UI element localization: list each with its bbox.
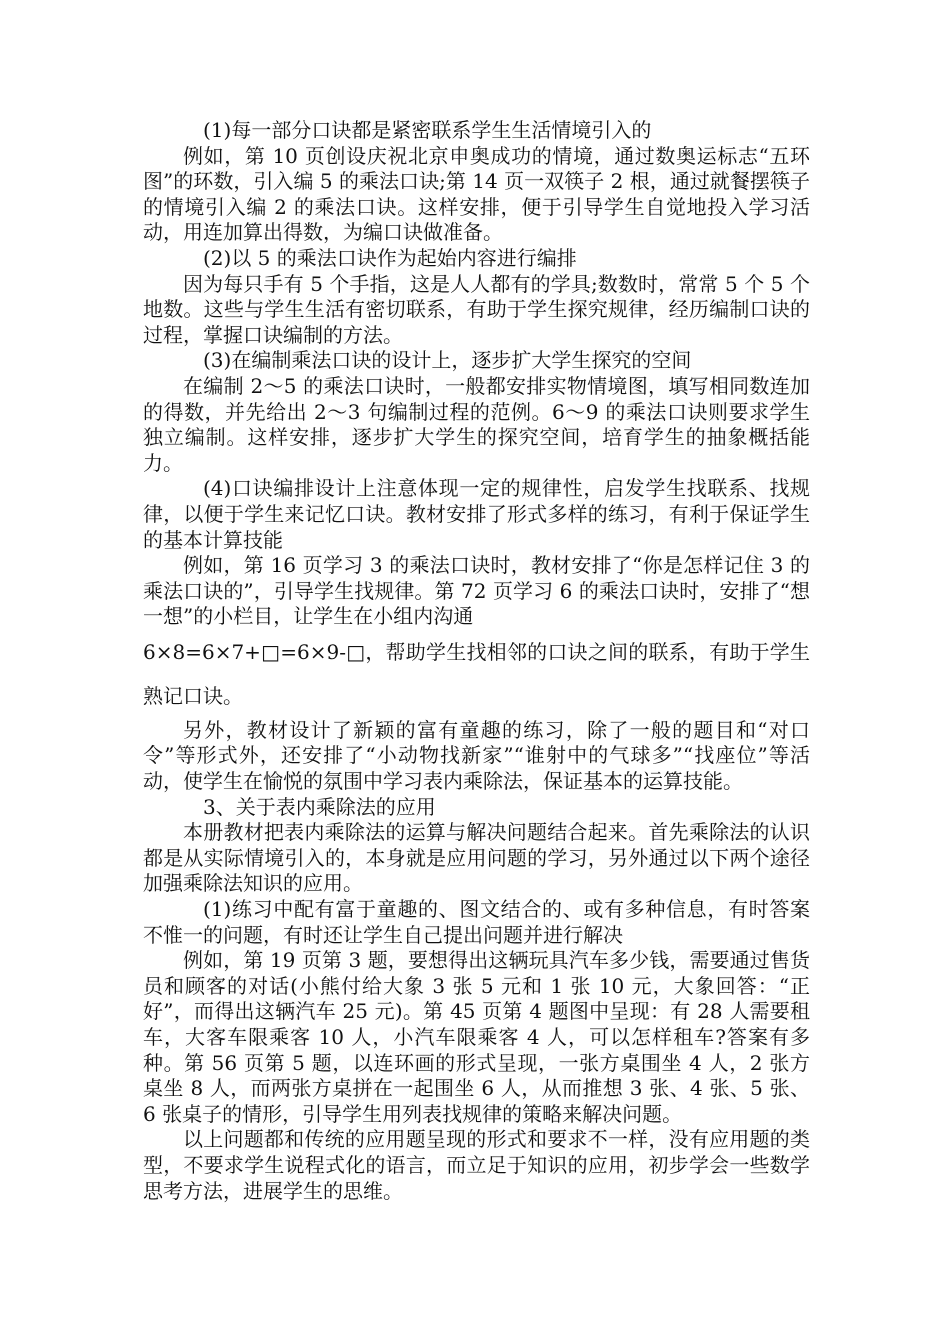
paragraph: 因为每只手有 5 个手指，这是人人都有的学具;数数时，常常 5 个 5 个地数。这些与学生生活有密切联系，有助于学生探究规律，经历编制口诀的过程，掌握口诀编制的方法。 bbox=[143, 271, 810, 347]
paragraph: 例如，第 19 页第 3 题，要想得出这辆玩具汽车多少钱，需要通过售货员和顾客的对话(小熊付给大象 3 张 5 元和 1 张 10 元，大象回答：“正好”，而得出这辆汽车 25 元)。第 45 页第 4 题图中呈现：有 28 人需要租车，大客车限乘客 10 人，小汽车限乘客 4 人，可以怎样租车?答案有多种。第 56 页第 5 题，以连环画的形式呈现，一张方桌围坐 4 人，2 张方桌坐 8 人，而两张方桌拼在一起围坐 6 人，从而推想 3 张、4 张、5 张、6 张桌子的情形，引导学生用列表找规律的策略来解决问题。 bbox=[143, 948, 810, 1126]
paragraph-formula: 6×8=6×7+□=6×9-□，帮助学生找相邻的口诀之间的联系，有助于学生熟记口诀。 bbox=[143, 639, 810, 708]
paragraph: 以上问题都和传统的应用题呈现的形式和要求不一样，没有应用题的类型，不要求学生说程式化的语言，而立足于知识的应用，初步学会一些数学思考方法，进展学生的思维。 bbox=[143, 1127, 810, 1203]
paragraph-heading: (3)在编制乘法口诀的设计上，逐步扩大学生探究的空间 bbox=[203, 348, 692, 373]
paragraph: 在编制 2～5 的乘法口诀时，一般都安排实物情境图，填写相同数连加的得数，并先给出 2～3 句编制过程的范例。6～9 的乘法口诀则要求学生独立编制。这样安排，逐步扩大学生的探究空间，培育学生的抽象概括能力。 bbox=[143, 373, 810, 475]
paragraph-heading: (1)每一部分口诀都是紧密联系学生生活情境引入的 bbox=[203, 118, 652, 142]
section-heading: 3、关于表内乘除法的应用 bbox=[203, 794, 436, 819]
paragraph-heading: (2)以 5 的乘法口诀作为起始内容进行编排 bbox=[203, 245, 577, 270]
paragraph: 例如，第 16 页学习 3 的乘法口诀时，教材安排了“你是怎样记住 3 的乘法口诀的”，引导学生找规律。第 72 页学习 6 的乘法口诀时，安排了“想一想”的小栏目，让学生在小组内沟通 bbox=[143, 553, 810, 629]
document-body bbox=[143, 118, 810, 1204]
paragraph: 另外，教材设计了新颖的富有童趣的练习，除了一般的题目和“对口令”等形式外，还安排了“小动物找新家”“谁射中的气球多”“找座位”等活动，使学生在愉悦的氛围中学习表内乘除法，保证基本的运算技能。 bbox=[143, 717, 810, 794]
paragraph-heading: (4)口诀编排设计上注意体现一定的规律性，启发学生找联系、找规律，以便于学生来记忆口诀。教材安排了形式多样的练习，有利于保证学生的基本计算技能 bbox=[143, 476, 810, 552]
paragraph: 本册教材把表内乘除法的运算与解决问题结合起来。首先乘除法的认识都是从实际情境引入的，本身就是应用问题的学习，另外通过以下两个途径加强乘除法知识的应用。 bbox=[143, 820, 810, 896]
paragraph-heading: (1)练习中配有富于童趣的、图文结合的、或有多种信息，有时答案不惟一的问题，有时还让学生自己提出问题并进行解决 bbox=[143, 897, 810, 947]
paragraph: 例如，第 10 页创设庆祝北京申奥成功的情境，通过数奥运标志“五环图”的环数，引入编 5 的乘法口诀;第 14 页一双筷子 2 根，通过就餐摆筷子的情境引入编 2 的乘法口诀。这样安排，便于引导学生自觉地投入学习活动，用连加算出得数，为编口诀做准备。 bbox=[143, 143, 810, 245]
